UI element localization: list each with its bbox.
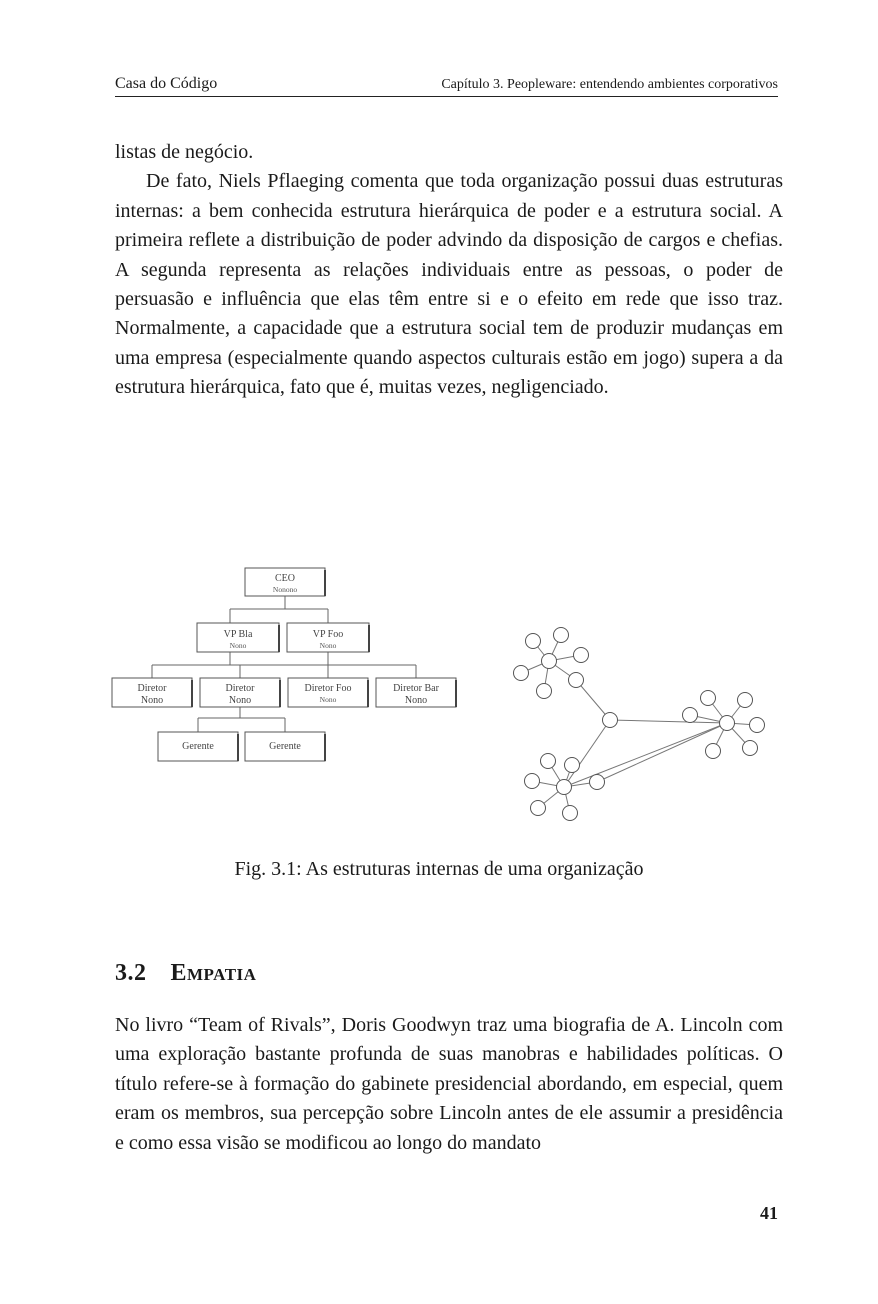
paragraph-structures: De fato, Niels Pflaeging comenta que toda organização possui duas estruturas internas: a bem conhecida estrutura hierárquica de poder e a estrutura social. A primeira reflete a distribuição de poder advindo da disposição de cargos e chefias. A segunda representa as relações individuais entre as pessoas, o poder de persuasão e influência que elas têm entre si e o efeito em rede que isso traz. Normalmente, a capacidade que a estrutura social tem de produzir mudanças em uma empresa (especialmente quando aspectos culturais estão em jogo) supera a da estrutura hierárquica, fato que é, muitas vezes, negligenciado. xyxy=(115,170,783,399)
org-box-manager-2 xyxy=(245,732,325,761)
org-box-ceo-title: CEO xyxy=(275,573,295,584)
figure-graphic xyxy=(100,555,780,845)
org-box-manager-1-title: Gerente xyxy=(182,741,214,752)
book-title: Casa do Código xyxy=(115,75,218,92)
running-header xyxy=(115,74,778,97)
org-box-manager-1 xyxy=(158,732,238,761)
org-box-director-2-sub: Nono xyxy=(228,695,252,706)
intro-paragraphs xyxy=(115,138,783,403)
org-box-director-bar-sub: Nono xyxy=(404,695,428,706)
org-box-vp-foo-title: VP Foo xyxy=(312,629,344,640)
org-box-director-foo-title: Diretor Foo xyxy=(304,683,352,694)
org-box-director-2 xyxy=(200,678,280,707)
figure-caption: Fig. 3.1: As estruturas internas de uma organização xyxy=(234,858,644,880)
social-network-graph xyxy=(514,628,765,821)
section-number: 3.2 xyxy=(115,960,147,986)
org-box-vp-bla xyxy=(197,623,279,652)
org-box-director-foo-sub: Nono xyxy=(319,695,337,704)
continuation-line: listas de negócio. xyxy=(115,141,254,163)
org-box-director-1-title: Diretor xyxy=(137,683,167,694)
org-chart-connectors xyxy=(152,596,416,735)
section-title: Empatia xyxy=(170,960,257,986)
org-box-director-bar xyxy=(376,678,456,707)
org-box-director-1-sub: Nono xyxy=(140,695,164,706)
page-number: 41 xyxy=(760,1203,778,1223)
network-nodes xyxy=(514,628,765,821)
org-box-vp-foo-sub: Nono xyxy=(319,641,337,650)
section-heading xyxy=(115,960,256,987)
org-box-director-foo xyxy=(288,678,368,707)
paragraph-team-of-rivals: No livro “Team of Rivals”, Doris Goodwyn traz uma biografia de A. Lincoln com uma exploração bastante profunda de suas manobras e habilidades políticas. O título refere-se à formação do gabinete presidencial abordando, em especial, quem eram os membros, sua percepção sobre Lincoln antes de ele assumir a presidência e como essa visão se modificou ao longo do mandato xyxy=(115,1014,783,1154)
org-box-director-bar-title: Diretor Bar xyxy=(393,683,439,694)
org-box-vp-foo xyxy=(287,623,369,652)
org-box-vp-bla-sub: Nono xyxy=(229,641,247,650)
org-box-director-1 xyxy=(112,678,192,707)
figure-internal-structures xyxy=(100,555,780,845)
chapter-title: Capítulo 3. Peopleware: entendendo ambientes corporativos xyxy=(441,77,778,92)
org-box-ceo xyxy=(245,568,325,596)
org-box-ceo-sub: Nonono xyxy=(272,585,298,594)
org-box-director-2-title: Diretor xyxy=(225,683,255,694)
org-box-vp-bla-title: VP Bla xyxy=(223,629,253,640)
org-box-manager-2-title: Gerente xyxy=(269,741,301,752)
